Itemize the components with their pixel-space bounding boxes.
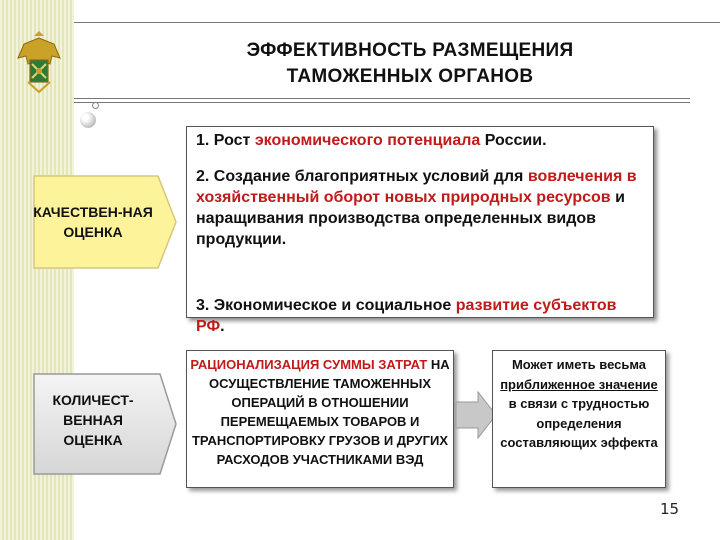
- title-line-1: ЭФФЕКТИВНОСТЬ РАЗМЕЩЕНИЯ: [246, 40, 574, 61]
- item-3-highlight: развитие субъектов РФ: [196, 297, 617, 335]
- page-title: [110, 38, 710, 90]
- item-1-suffix: России.: [480, 132, 547, 149]
- decor-dot-small: [92, 102, 99, 109]
- qualitative-item-2: [196, 166, 646, 250]
- header-bottom-line: [74, 98, 690, 99]
- item-3-prefix: 3. Экономическое и социальное: [196, 297, 456, 314]
- note-underlined: приближенное значение: [500, 376, 658, 392]
- decor-dot: [80, 112, 96, 128]
- rationalization-highlight: РАЦИОНАЛИЗАЦИЯ СУММЫ ЗАТРАТ: [190, 357, 428, 372]
- header-bottom-line-2: [74, 102, 690, 103]
- note-text: [496, 355, 662, 453]
- rationalization-text: [190, 355, 450, 469]
- item-2-highlight: вовлечения в хозяйственный оборот новых природных ресурсов: [196, 168, 637, 206]
- header-top-line: [74, 22, 720, 23]
- item-2-prefix: 2. Создание благоприятных условий для: [196, 168, 528, 185]
- note-prefix: Может иметь весьма: [511, 357, 647, 372]
- rationalization-rest: НА ОСУЩЕСТВЛЕНИЕ ТАМОЖЕННЫХ ОПЕРАЦИЙ В ОТНОШЕНИИ ПЕРЕМЕЩАЕМЫХ ТОВАРОВ И ТРАНСПОРТИРОВКУ ГРУЗОВ И ДРУГИХ РАСХОДОВ УЧАСТНИКАМИ ВЭД: [191, 357, 450, 467]
- note-suffix: в связи с трудностью определения составляющих эффекта: [500, 396, 658, 450]
- customs-emblem-icon: [14, 30, 64, 96]
- title-line-2: ТАМОЖЕННЫХ ОРГАНОВ: [286, 66, 534, 87]
- qualitative-item-3: [196, 295, 636, 337]
- quantitative-label: КОЛИЧЕСТ-ВЕННАЯ ОЦЕНКА: [52, 392, 134, 448]
- item-1-highlight: экономического потенциала: [254, 132, 481, 149]
- item-1-prefix: 1. Рост: [196, 132, 255, 149]
- item-3-suffix: .: [220, 318, 225, 335]
- qualitative-item-1: [196, 130, 652, 151]
- page-number: 15: [660, 500, 680, 518]
- item-2-suffix: и наращивания производства определенных видов продукции.: [196, 189, 625, 248]
- qualitative-label: КАЧЕСТВЕН-НАЯ ОЦЕНКА: [33, 204, 153, 240]
